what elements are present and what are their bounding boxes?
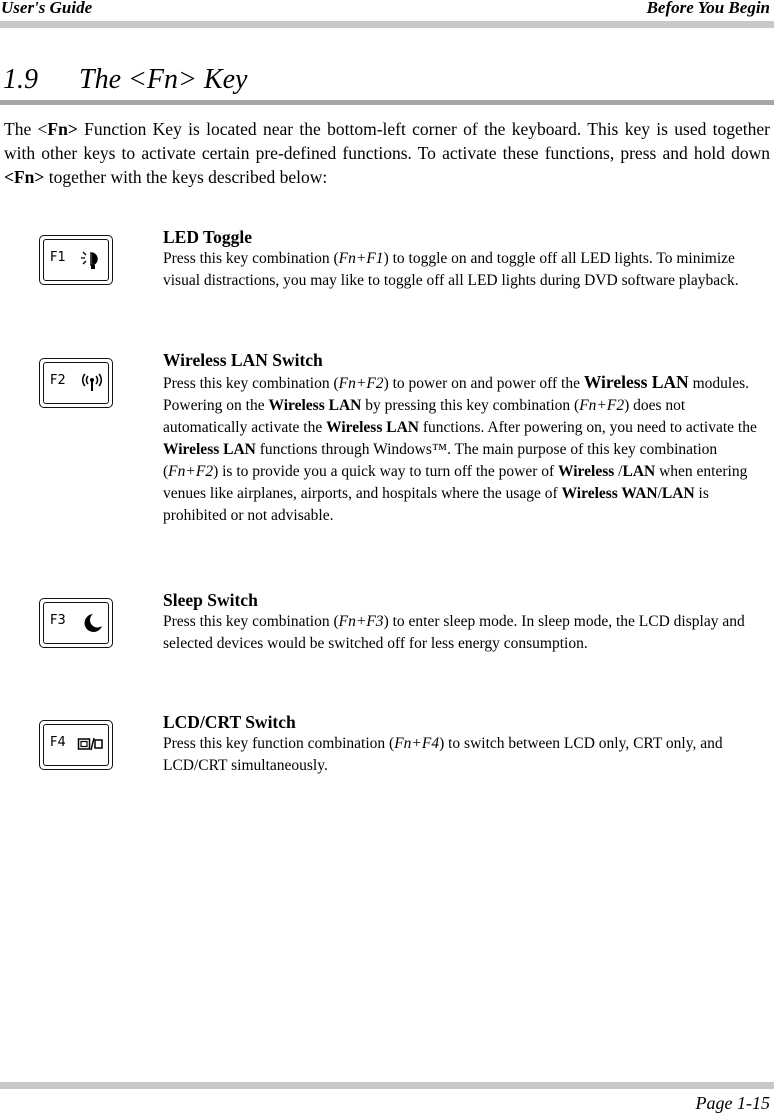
header-doc-title: User's Guide — [1, 0, 93, 17]
item-title: LED Toggle — [163, 227, 252, 247]
intro-paragraph: The <Fn> Function Key is located near the bottom-left corner of the keyboard. This key is used together with other keys to activate certain pre-defined functions. To activate these functions, press and hold down <Fn> together with the keys described below: — [4, 119, 771, 187]
section-title-rule — [0, 100, 774, 105]
section-number: 1.9 — [3, 64, 38, 95]
display-switch-icon — [74, 733, 106, 757]
page-number: Page 1-15 — [695, 1093, 770, 1113]
key-label: F2 — [50, 373, 66, 388]
wireless-antenna-icon — [80, 371, 104, 395]
moon-sleep-icon — [80, 611, 104, 635]
key-f3 — [39, 598, 113, 648]
item-body — [163, 226, 763, 292]
header-chapter-title: Before You Begin — [646, 0, 770, 17]
section-title — [3, 64, 247, 96]
footer-rule — [0, 1082, 774, 1089]
item-description: Press this key combination (Fn+F1) to toggle on and toggle off all LED lights. To minimize visual distractions, you may like to toggle off all LED lights during DVD software playback. — [163, 250, 739, 289]
item-title: Wireless LAN Switch — [163, 350, 323, 370]
section-heading: The <Fn> Key — [79, 64, 248, 95]
key-f1 — [39, 235, 113, 285]
key-f2 — [39, 358, 113, 408]
item-description: Press this key combination (Fn+F2) to power on and power off the Wireless LAN modules. Powering on the Wireless LAN by pressing this key combination (Fn+F2) does not automatically activate the Wireless LAN functions. After powering on, you need to activate the Wireless LAN functions through Windows™. The main purpose of this key combination (Fn+F2) is to provide you a quick way to turn off the power of Wireless /LAN when entering venues like airplanes, airports, and hospitals where the usage of Wireless WAN/LAN is prohibited or not advisable. — [163, 372, 757, 524]
item-title: LCD/CRT Switch — [163, 712, 296, 732]
page-header — [0, 0, 774, 30]
item-description: Press this key function combination (Fn+F4) to switch between LCD only, CRT only, and LCD/CRT simultaneously. — [163, 735, 723, 774]
key-label: F3 — [50, 613, 66, 628]
item-description: Press this key combination (Fn+F3) to enter sleep mode. In sleep mode, the LCD display and selected devices would be switched off for less energy consumption. — [163, 613, 745, 652]
header-rule — [0, 21, 774, 28]
key-label: F1 — [50, 250, 66, 265]
item-title: Sleep Switch — [163, 590, 258, 610]
led-bulb-icon — [80, 248, 104, 272]
item-body — [163, 711, 763, 777]
key-f4 — [39, 720, 113, 770]
key-label: F4 — [50, 735, 66, 750]
item-body — [163, 589, 763, 655]
item-body — [163, 349, 763, 527]
